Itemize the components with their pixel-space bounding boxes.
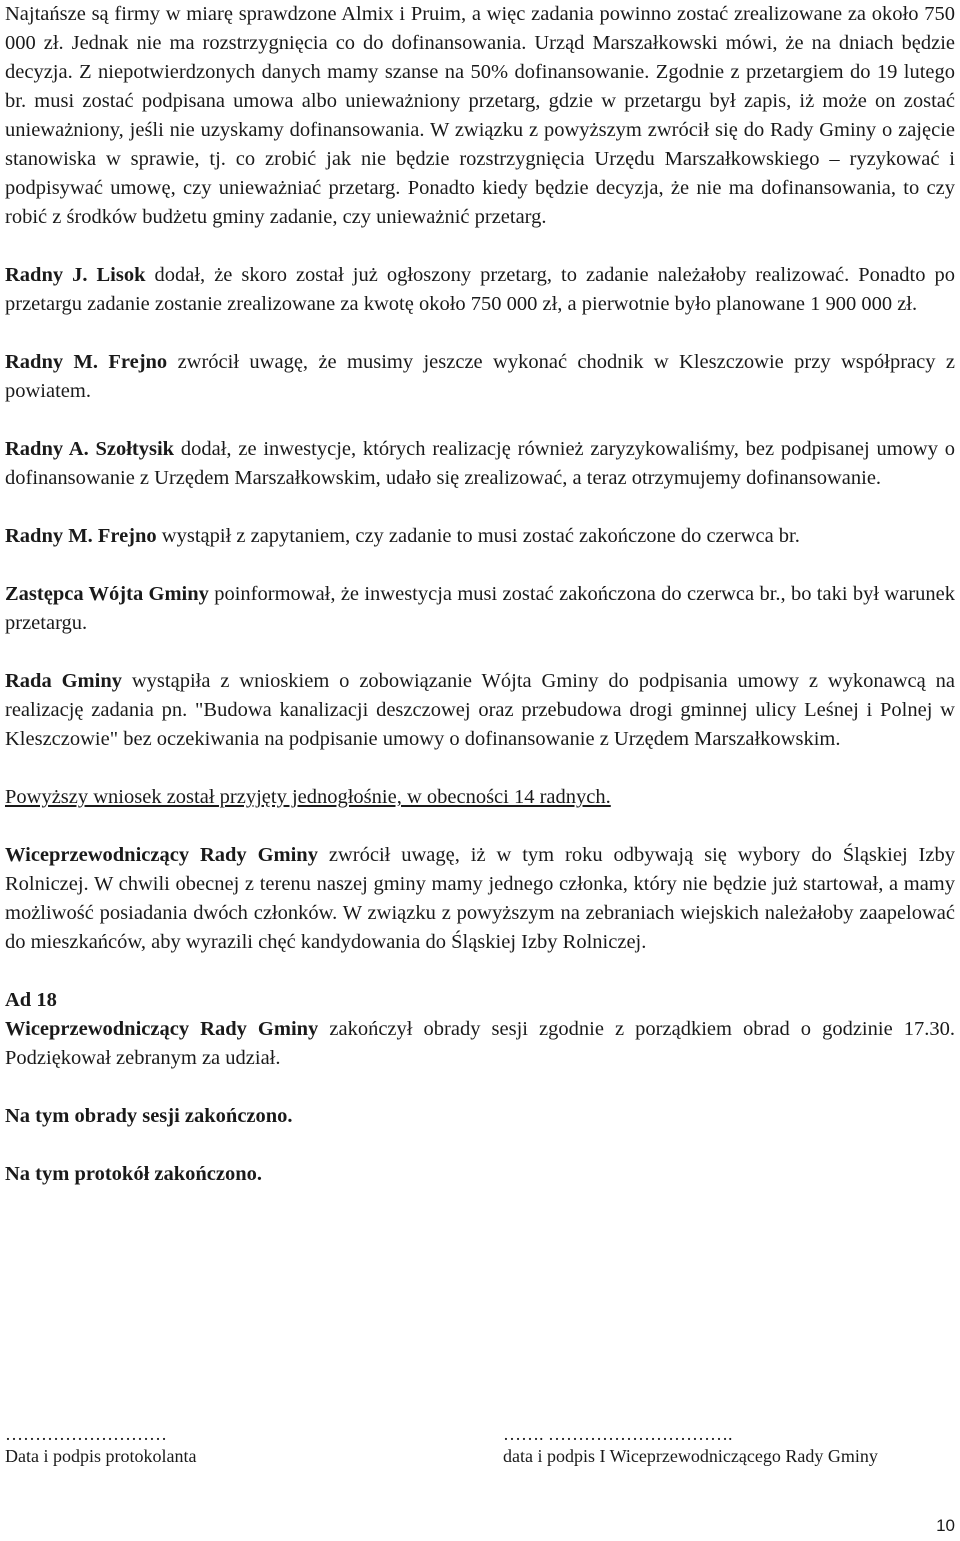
speaker-rada-gminy: Rada Gminy [5, 670, 122, 692]
speaker-lisok: Radny J. Lisok [5, 264, 146, 286]
paragraph-rada-gminy: Rada Gminy wystąpiła z wnioskiem o zobowiązanie Wójta Gminy do podpisania umowy z wykonawcą na realizację zadania pn. "Budowa kanalizacji deszczowej oraz przebudowa drogi gminnej ulicy Leśnej i Polnej w Kleszczowie" bez oczekiwania na podpisanie umowy o dofinansowanie z Urzędem Marszałkowskim. [5, 670, 955, 750]
signature-area [5, 1424, 955, 1474]
paragraph-intro: Najtańsze są firmy w miarę sprawdzone Almix i Pruim, a więc zadania powinno zostać zrealizowane za około 750 000 zł. Jednak nie ma rozstrzygnięcia co do dofinansowania. Urząd Marszałkowski mówi, że na dniach będzie decyzja. Z niepotwierdzonych danych mamy szanse na 50% dofinansowanie. Zgodnie z przetargiem do 19 lutego br. musi zostać podpisana umowa albo unieważniony przetarg, gdzie w przetargu był zapis, iż może on zostać unieważniony, jeśli nie uzyskamy dofinansowania. W związku z powyższym zwrócił się do Rady Gminy o zajęcie stanowiska w sprawie, tj. co zrobić jak nie będzie rozstrzygnięcia Urzędu Marszałkowskiego – ryzykować i podpisywać umowę, czy unieważniać przetarg. Ponadto kiedy będzie decyzja, że nie ma dofinansowania, to czy robić z środków budżetu gminy zadanie, czy unieważnić przetarg. [5, 3, 955, 228]
speaker-zastepca: Zastępca Wójta Gminy [5, 583, 209, 605]
signature-caption-right: data i podpis I Wiceprzewodniczącego Rady Gminy [503, 1446, 878, 1466]
paragraph-wiceprzewodniczacy: Wiceprzewodniczący Rady Gminy zwrócił uwagę, iż w tym roku odbywają się wybory do Śląskiej Izby Rolniczej. W chwili obecnej z terenu naszej gminy mamy jednego członka, który nie będzie już startował, a mamy możliwość posiadania dwóch członków. W związku z powyższym na zebraniach wiejskich należałoby zaapelować do mieszkańców, aby wyrazili chęć kandydowania do Śląskiej Izby Rolniczej. [5, 844, 955, 953]
signature-line-left: ……………………… [5, 1424, 167, 1444]
agenda-item-heading: Ad 18 [5, 989, 57, 1011]
paragraph-frejno-1: Radny M. Frejno zwrócił uwagę, że musimy jeszcze wykonać chodnik w Kleszczowie przy współpracy z powiatem. [5, 351, 955, 402]
signature-right [503, 1424, 955, 1468]
paragraph-resolution [5, 783, 955, 812]
paragraph-lisok: Radny J. Lisok dodał, że skoro został już ogłoszony przetarg, to zadanie należałoby realizować. Ponadto po przetargu zadanie zostanie zrealizowane za kwotę około 750 000 zł, a pierwotnie było planowane 1 900 000 zł. [5, 264, 955, 315]
closing-line-protocol: Na tym protokół zakończono. [5, 1163, 263, 1185]
speaker-szoltysik: Radny A. Szołtysik [5, 438, 175, 460]
speaker-wiceprzewodniczacy: Wiceprzewodniczący Rady Gminy [5, 844, 318, 866]
speaker-frejno: Radny M. Frejno [5, 351, 168, 373]
document-page [5, 0, 955, 1189]
page-number: 10 [936, 1516, 955, 1535]
speaker-wiceprzewodniczacy-2: Wiceprzewodniczący Rady Gminy [5, 1018, 319, 1040]
signature-left [5, 1424, 265, 1468]
paragraph-frejno-2: Radny M. Frejno wystąpił z zapytaniem, czy zadanie to musi zostać zakończone do czerwca br. [5, 525, 800, 547]
signature-line-right: ……. …………………………. [503, 1424, 733, 1444]
paragraph-szoltysik: Radny A. Szołtysik dodał, ze inwestycje, których realizację również zaryzykowaliśmy, bez podpisanej umowy o dofinansowanie z Urzędem Marszałkowskim, udało się zrealizować, a teraz otrzymujemy dofinansowanie. [5, 438, 955, 489]
signature-caption-left: Data i podpis protokolanta [5, 1446, 197, 1466]
resolution-text: Powyższy wniosek został przyjęty jednogłośnie, w obecności 14 radnych. [5, 786, 611, 808]
paragraph-closing-session: Wiceprzewodniczący Rady Gminy zakończył obrady sesji zgodnie z porządkiem obrad o godzinie 17.30. Podziękował zebranym za udział. [5, 1018, 955, 1069]
paragraph-zastepca: Zastępca Wójta Gminy poinformował, że inwestycja musi zostać zakończona do czerwca br., bo taki był warunek przetargu. [5, 583, 955, 634]
speaker-frejno-2: Radny M. Frejno [5, 525, 157, 547]
closing-line-session: Na tym obrady sesji zakończono. [5, 1105, 293, 1127]
